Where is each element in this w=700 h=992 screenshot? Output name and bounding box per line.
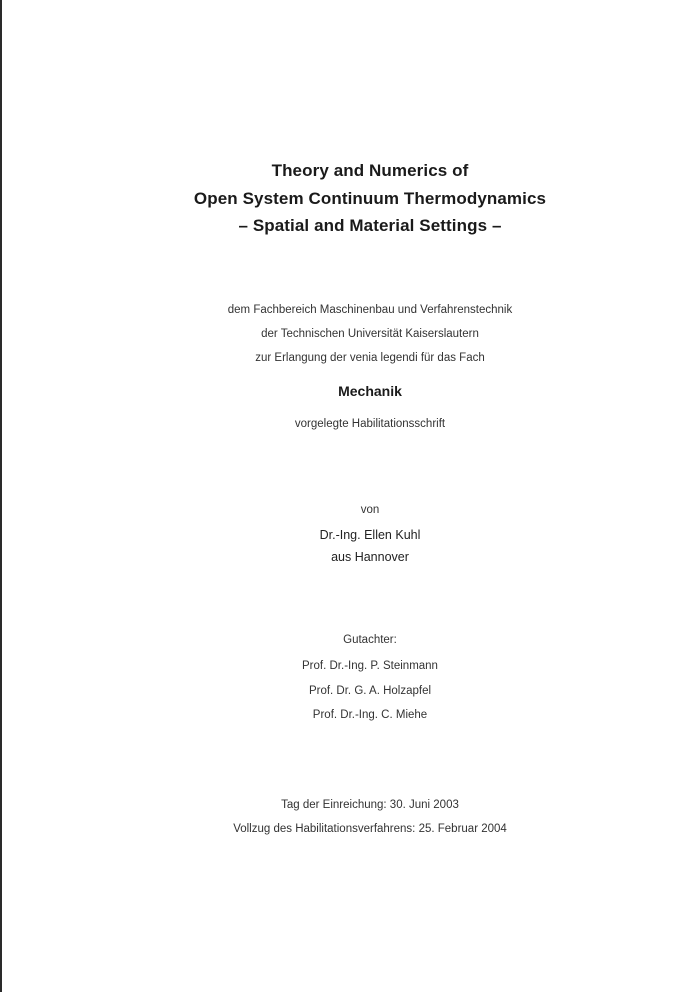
title-line-1: Theory and Numerics of [271, 161, 469, 180]
submission-line-3: zur Erlangung der venia legendi für das Fach [255, 352, 485, 364]
submission-line-2: der Technischen Universität Kaiserslautern [261, 328, 479, 340]
title-line-2: Open System Continuum Thermodynamics [193, 189, 547, 208]
title-line-3: – Spatial and Material Settings – [238, 216, 502, 235]
author-name: Dr.-Ing. Ellen Kuhl [319, 528, 421, 542]
submission-line-1: dem Fachbereich Maschinenbau und Verfahrenstechnik [227, 304, 513, 316]
submission-date: Tag der Einreichung: 30. Juni 2003 [281, 799, 459, 811]
reviewer-2: Prof. Dr. G. A. Holzapfel [308, 685, 432, 697]
completion-date: Vollzug des Habilitationsverfahrens: 25. Februar 2004 [233, 823, 507, 835]
reviewer-1: Prof. Dr.-Ing. P. Steinmann [302, 660, 438, 672]
author-von: von [360, 504, 380, 516]
author-origin: aus Hannover [331, 550, 409, 564]
submission-line-4: vorgelegte Habilitationsschrift [294, 418, 446, 430]
reviewer-3: Prof. Dr.-Ing. C. Miehe [312, 709, 428, 721]
reviewers-heading: Gutachter: [343, 634, 397, 646]
subject-heading: Mechanik [338, 383, 402, 399]
